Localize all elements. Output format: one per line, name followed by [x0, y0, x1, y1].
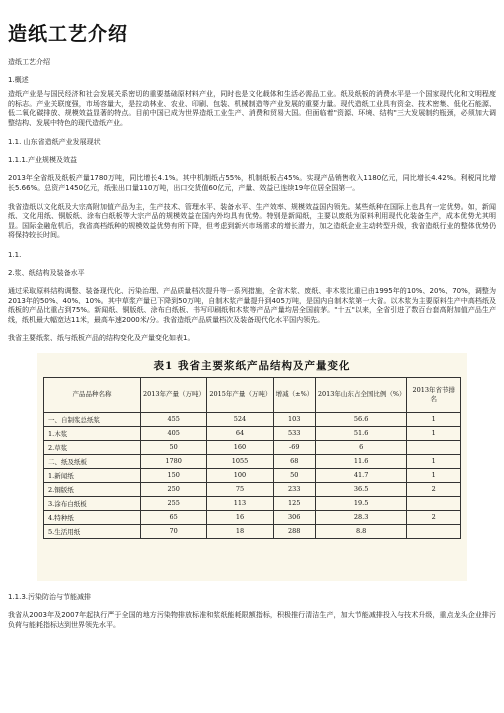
advantage-paragraph: 我省造纸以文化纸及大宗高附加值产品为主，生产技术、管理水平、装备水平、生产效率、规模效益国内领先。某些纸种在国际上也具有一定优势。如，新闻纸、文化用纸、铜版纸、涂布白纸板等大宗产品的规模效益在国内外均具有优势。特别是新闻纸，主要以废纸为原料利用现代化装备生产，成本优势尤其明显。国际金融危机后，我省高档纸种的规模效益优势有所下降，但考虑到新兴市场需求的增长潜力，加之造纸企业主动转型升级，我省造纸行业的整体优势仍将保持较长时间。 [8, 202, 496, 240]
table-intro: 我省主要纸浆、纸与纸板产品的结构变化及产量变化如表1。 [8, 334, 195, 343]
table-cell: 288 [273, 524, 315, 538]
table-cell: 19.5 [315, 496, 407, 510]
table-cell: 1055 [207, 454, 273, 468]
table-cell [407, 496, 461, 510]
table-cell: 11.6 [315, 454, 407, 468]
table-row [44, 412, 461, 426]
table-cell-name: 2.草浆 [44, 440, 141, 454]
table-cell: 2 [407, 510, 461, 524]
table-cell: 113 [207, 496, 273, 510]
subtitle: 造纸工艺介绍 [8, 58, 50, 66]
table-cell: 1 [407, 412, 461, 426]
table-cell: 160 [207, 440, 273, 454]
table-cell-name: 1.木浆 [44, 426, 141, 440]
table-header-cell: 2013年省节排名 [407, 377, 461, 412]
table-row [44, 510, 461, 524]
table-cell-name: 1.新闻纸 [44, 468, 141, 482]
table-cell-name: 2.铜版纸 [44, 482, 141, 496]
table-cell: 8.8 [315, 524, 407, 538]
table-cell: 533 [273, 426, 315, 440]
table-cell: 125 [273, 496, 315, 510]
table-cell-name: 一、自制浆总纸浆 [44, 412, 141, 426]
table-cell: 405 [141, 426, 207, 440]
table-cell-name: 5.生活用纸 [44, 524, 141, 538]
status-heading: 1.1. 山东省造纸产业发展现状 [8, 138, 101, 147]
table-cell: 50 [273, 468, 315, 482]
table-cell: 100 [207, 468, 273, 482]
table-cell: 41.7 [315, 468, 407, 482]
table-cell: 306 [273, 510, 315, 524]
table-cell: 36.5 [315, 482, 407, 496]
table-cell-name: 二、纸及纸板 [44, 454, 141, 468]
table-cell: 28.3 [315, 510, 407, 524]
table-cell: 65 [141, 510, 207, 524]
table-row [44, 440, 461, 454]
table-cell: 150 [141, 468, 207, 482]
table-header-cell: 2013年山东占全国比例（%） [315, 377, 407, 412]
page-title: 造纸工艺介绍 [8, 23, 129, 45]
table-caption: 表1 我省主要浆纸产品结构及产量变化 [153, 359, 351, 372]
table-cell: 75 [207, 482, 273, 496]
overview-heading: 1.概述 [8, 76, 29, 84]
table-header-row [44, 377, 461, 412]
product-structure-table [43, 377, 461, 539]
table-cell: 1 [407, 426, 461, 440]
short-heading: 1.1. [8, 250, 22, 259]
table-cell: 524 [207, 412, 273, 426]
table-cell: 1 [407, 454, 461, 468]
table-cell: 455 [141, 412, 207, 426]
table-header-cell: 增减（±%） [273, 377, 315, 412]
table-cell-name: 4.特种纸 [44, 510, 141, 524]
table-cell: 2 [407, 482, 461, 496]
table-row [44, 482, 461, 496]
table-row [44, 454, 461, 468]
table-cell: 50 [141, 440, 207, 454]
table-cell: 51.6 [315, 426, 407, 440]
pulp-heading: 2.浆、纸结构及装备水平 [8, 268, 85, 277]
table-row [44, 468, 461, 482]
table-cell: 250 [141, 482, 207, 496]
table-header-cell: 产品品种名称 [44, 377, 141, 412]
table-cell: 1780 [141, 454, 207, 468]
table-cell: 16 [207, 510, 273, 524]
table-cell: 18 [207, 524, 273, 538]
table-row [44, 496, 461, 510]
table-cell [407, 524, 461, 538]
table-cell: -69 [273, 440, 315, 454]
overview-paragraph: 造纸产业是与国民经济和社会发展关系密切的重要基础原材料产业，同时也是文化载体和生活必需品工业。纸及纸板的消费水平是一个国家现代化和文明程度的标志。产业关联度强，市场容量大，是拉动林业、农业、印刷、包装、机械制造等产业发展的重要力量。现代造纸工业具有资金、技术密集、低化石能源、低二氧化碳排放、规模效益显著的特点。目前中国已成为世界造纸工业生产、消费和贸易大国。但面临着"资源、环境、结构"三大发展制约瓶颈，必须加大调整结构、发展中特色的现代造纸产业。 [8, 90, 496, 127]
table-cell: 68 [273, 454, 315, 468]
table-header-cell: 2013年产量（万吨） [141, 377, 207, 412]
pollution-heading: 1.1.3.污染防治与节能减排 [8, 592, 92, 601]
table-header-cell: 2015年产量（万吨） [207, 377, 273, 412]
table-cell [407, 440, 461, 454]
scale-heading: 1.1.1.产业规模及效益 [8, 156, 78, 165]
table-cell: 255 [141, 496, 207, 510]
table-cell: 56.6 [315, 412, 407, 426]
table-cell: 103 [273, 412, 315, 426]
pollution-paragraph: 我省从2003年及2007年起执行严于全国的地方污染物排放标准和浆纸能耗限额指标，积极推行清洁生产，加大节能减排投入与技术升级，重点龙头企业排污负荷与能耗指标达到世界领先水平。 [8, 610, 496, 629]
table-cell-name: 3.涂布白纸板 [44, 496, 141, 510]
table-cell: 70 [141, 524, 207, 538]
scale-paragraph: 2013年全省纸及纸板产量1780万吨，同比增长4.1%。其中机制纸占55%，机制纸板占45%。实现产品销售收入1180亿元，同比增长4.42%。利税同比增长5.66%。总资产1450亿元，纸张出口量110万吨，出口交货值60亿元，产量、效益已连续19年位居全国第一。 [8, 174, 496, 192]
table-row [44, 524, 461, 538]
table-cell: 1 [407, 468, 461, 482]
table-cell: 6 [315, 440, 407, 454]
table-cell: 233 [273, 482, 315, 496]
handwritten-table-image [37, 353, 467, 581]
pulp-paragraph: 通过采取原料结构调整、装备现代化、污染治理、产品质量档次提升等一系列措施，全省木浆、废纸、非木浆比重已由1995年的10%、20%、70%，调整为2013年的50%、40%、10%。其中草浆产量已下降到50万吨，自制木浆产量提升到405万吨，是国内自制木浆第一大省。以木浆为主要原料生产中高档纸及纸板的产品比重占到75%。新闻纸、铜版纸、涂布白纸板、书写印刷纸和木浆等产品产量均居全国前茅。"十五"以来，全省引进了数百台套高附加值产品生产线，纸机最大幅宽达11米，最高车速2000米/分。我省造纸产品质量档次及装备现代化水平国内领先。 [8, 286, 496, 324]
table-row [44, 426, 461, 440]
table-cell: 64 [207, 426, 273, 440]
